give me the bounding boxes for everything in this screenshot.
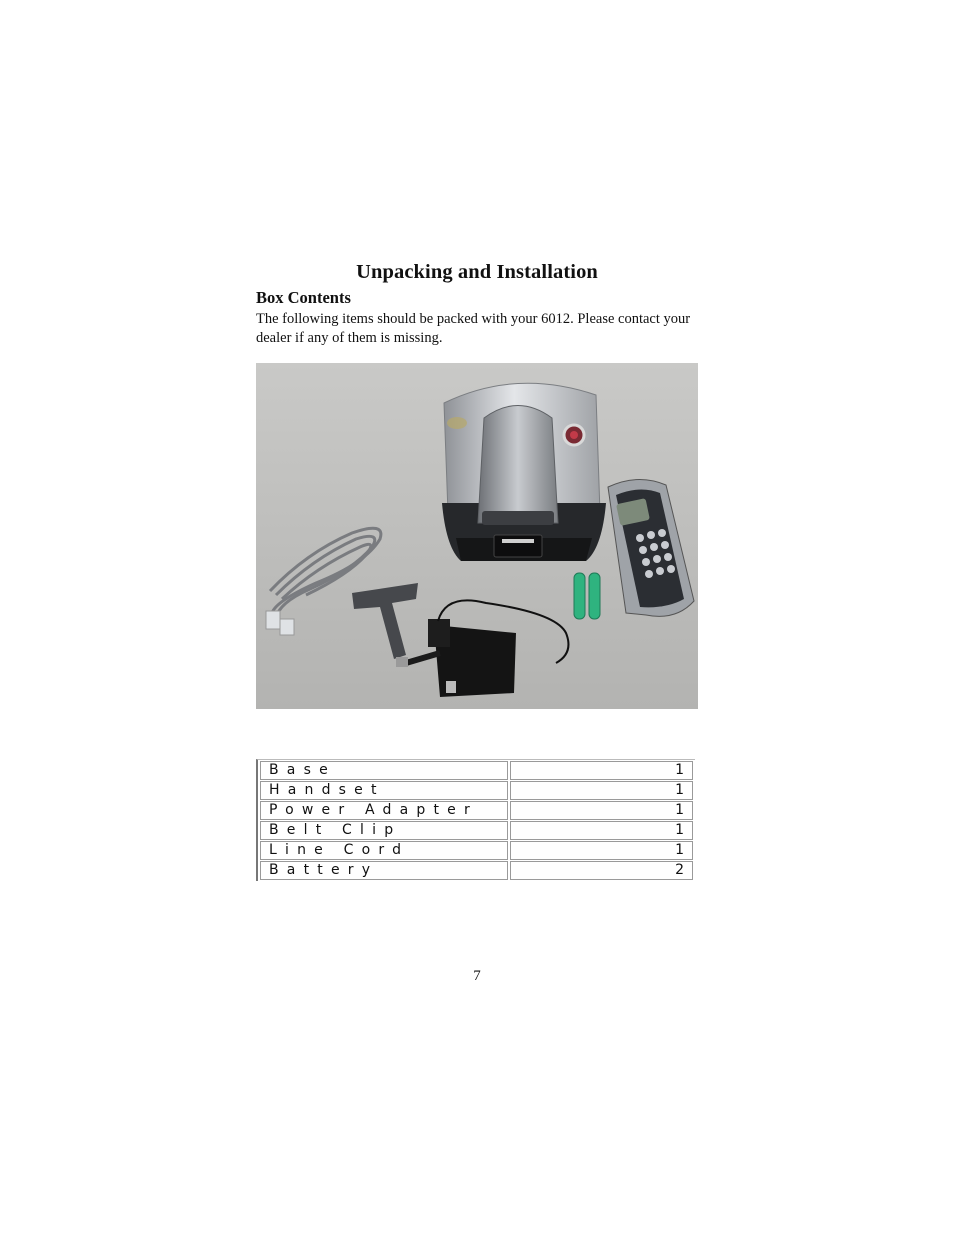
box-contents-table xyxy=(256,759,695,881)
item-name: Base xyxy=(260,761,508,780)
item-name: Line Cord xyxy=(260,841,508,860)
item-quantity: 1 xyxy=(510,841,693,860)
box-contents-photo xyxy=(256,363,698,709)
table-row xyxy=(260,841,693,860)
item-quantity: 1 xyxy=(510,781,693,800)
item-quantity: 1 xyxy=(510,821,693,840)
item-name: Power Adapter xyxy=(260,801,508,820)
item-quantity: 1 xyxy=(510,761,693,780)
intro-paragraph: The following items should be packed with your 6012. Please contact your dealer if any of them is missing. xyxy=(256,311,691,346)
table-row xyxy=(260,801,693,820)
item-quantity: 2 xyxy=(510,861,693,880)
item-name: Belt Clip xyxy=(260,821,508,840)
page-title: Unpacking and Installation xyxy=(356,261,598,283)
table-row xyxy=(260,821,693,840)
table-row xyxy=(260,761,693,780)
base-unit-image xyxy=(442,383,606,561)
table-row xyxy=(260,861,693,880)
section-heading: Box Contents xyxy=(256,288,351,307)
item-name: Handset xyxy=(260,781,508,800)
item-name: Battery xyxy=(260,861,508,880)
table-row xyxy=(260,781,693,800)
page-number: 7 xyxy=(473,968,481,984)
item-quantity: 1 xyxy=(510,801,693,820)
